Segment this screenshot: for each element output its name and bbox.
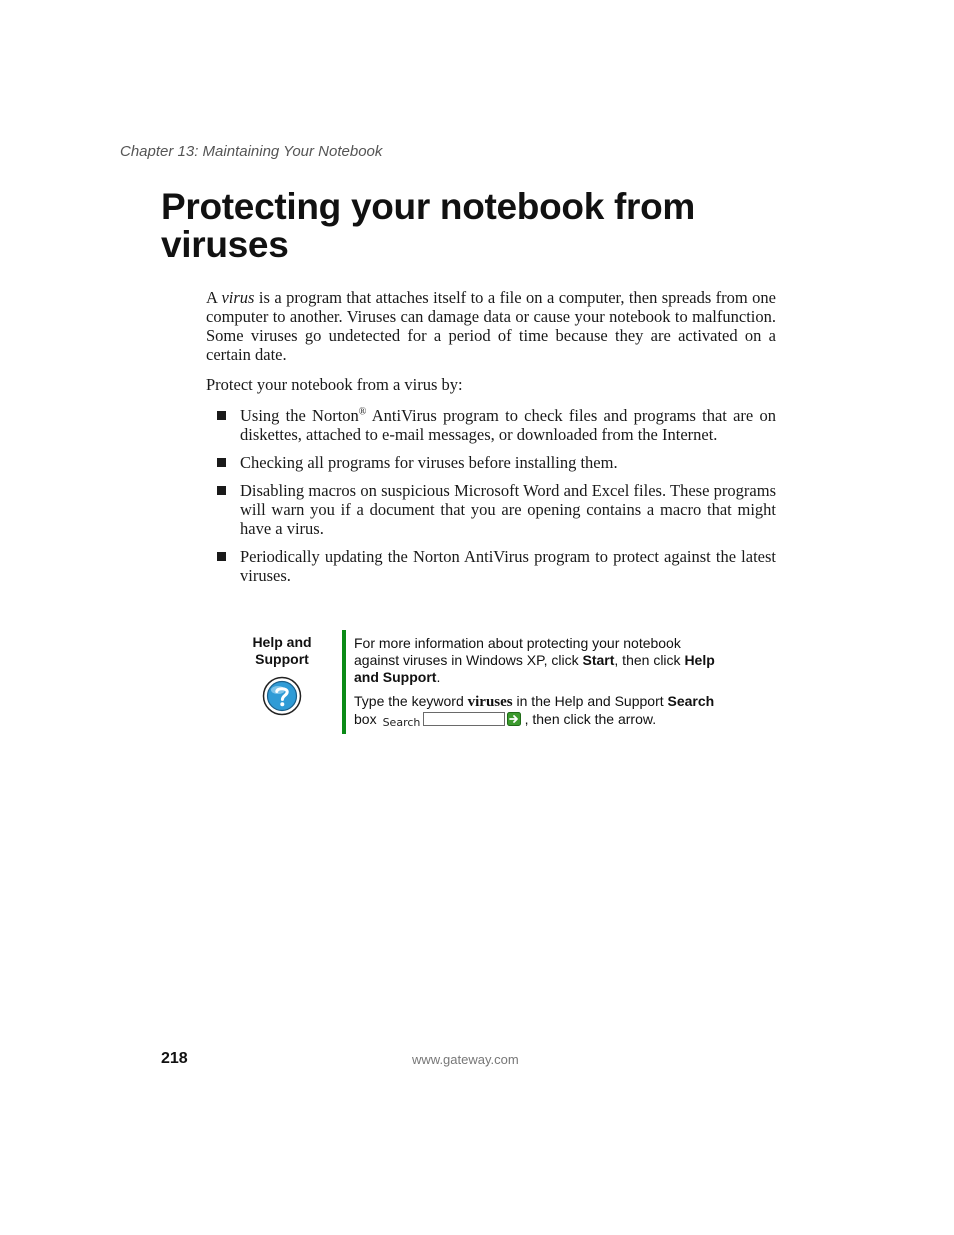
help-question-icon [262, 676, 302, 716]
help-text-part: . [436, 669, 441, 685]
help-and-support-label: Help and Support [354, 652, 715, 685]
search-input [423, 712, 505, 726]
arrow-right-icon [507, 712, 521, 726]
lead-in-text: Protect your notebook from a virus by: [206, 375, 463, 394]
list-item [215, 406, 776, 444]
help-text-part: , then click the arrow. [524, 711, 657, 727]
help-text-part: , then click [614, 652, 681, 668]
intro-term: virus [221, 288, 255, 307]
help-paragraph-1 [354, 635, 724, 686]
list-item-text [240, 406, 776, 444]
list-item-text: Checking all programs for viruses before installing them. [240, 453, 618, 472]
list-item-text-part: AntiVirus program to check files and programs that are on diskettes, attached to e-mail messages, or downloaded from the Internet. [240, 406, 776, 444]
protection-list [215, 406, 776, 594]
list-item [215, 453, 776, 472]
list-item [215, 481, 776, 538]
intro-rest: is a program that attaches itself to a file on a computer, then spreads from one computer to another. Viruses can damage data or cause your notebook to malfunction. Some viruses go undetected for a period of time because they are activated on a certain date. [206, 288, 777, 364]
help-text-part: For more information about protecting your notebook against viruses in Windows XP, click [354, 635, 681, 668]
page-number: 218 [161, 1050, 188, 1067]
keyword-viruses: viruses [467, 694, 513, 710]
help-support-label [246, 634, 318, 668]
intro-lead-letter: A [206, 288, 218, 307]
help-label-line: Help and [252, 634, 312, 650]
bullet-square-icon [217, 458, 226, 467]
registered-mark: ® [358, 406, 367, 418]
help-label-line: Support [255, 651, 309, 667]
bullet-square-icon [217, 411, 226, 420]
list-item-text-part: Using the Norton [240, 406, 359, 425]
footer-url: www.gateway.com [412, 1052, 519, 1067]
list-item-text: Periodically updating the Norton AntiVirus program to protect against the latest viruses. [240, 547, 776, 585]
page-title: Protecting your notebook from viruses [161, 186, 695, 265]
search-widget-label: Search [382, 716, 421, 729]
bullet-square-icon [217, 552, 226, 561]
help-text-part: Type the keyword [354, 693, 464, 709]
help-text-part: in the Help and Support [516, 693, 664, 709]
help-text-part: box [354, 711, 377, 727]
start-label: Start [582, 652, 615, 668]
intro-paragraph [206, 288, 776, 364]
search-box-illustration [381, 711, 525, 728]
list-item-text: Disabling macros on suspicious Microsoft Word and Excel files. These programs will warn you if a document that you are opening contains a macro that might have a virus. [240, 481, 776, 538]
list-item [215, 547, 776, 585]
help-paragraph-2 [354, 693, 724, 728]
chapter-header: Chapter 13: Maintaining Your Notebook [120, 143, 383, 160]
search-label: Search [667, 693, 715, 709]
bullet-square-icon [217, 486, 226, 495]
note-accent-bar [342, 630, 346, 734]
